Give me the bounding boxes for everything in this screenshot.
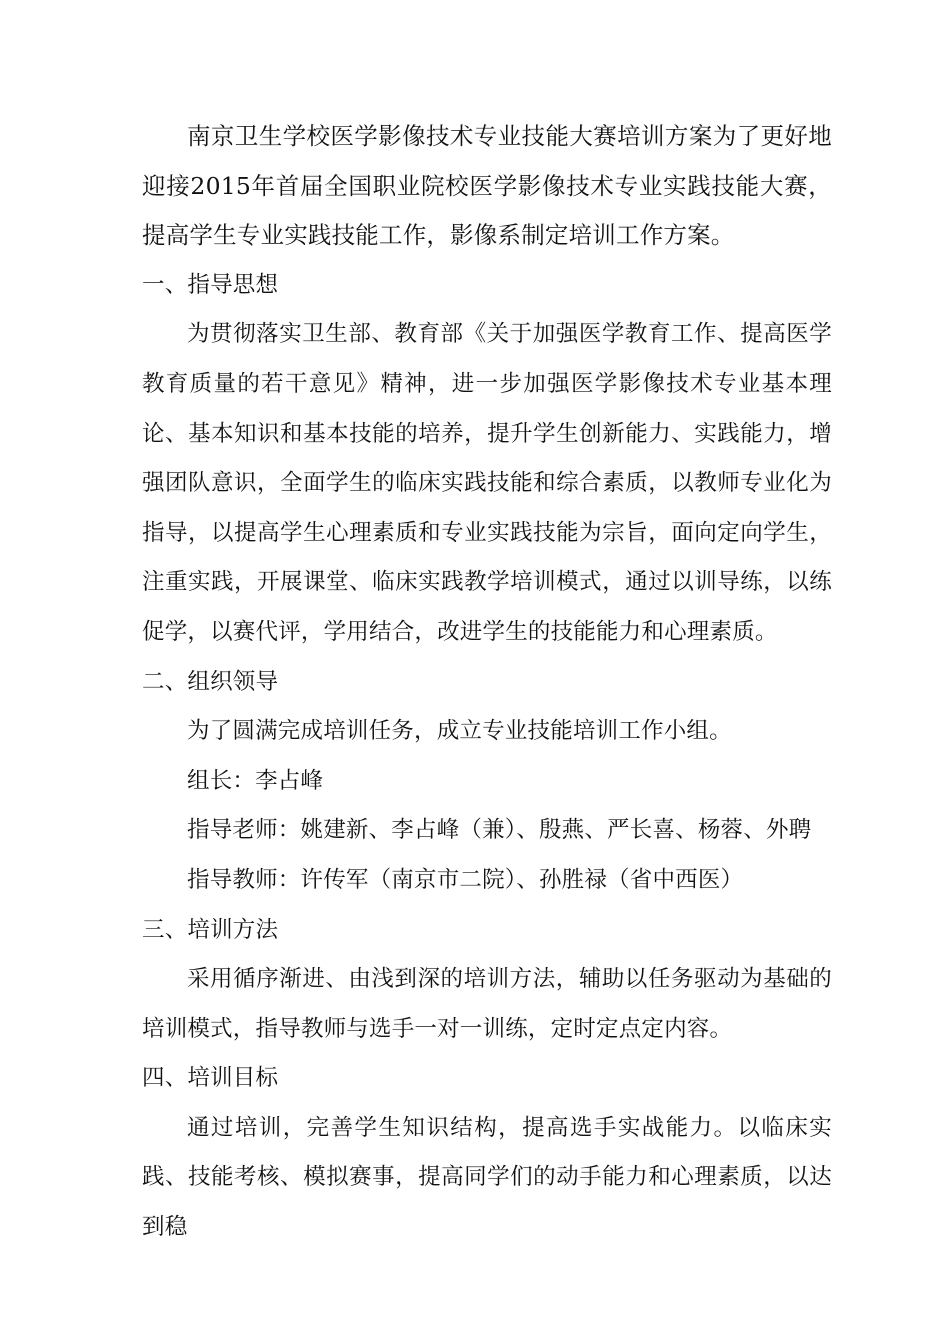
section-heading-2: 二、组织领导 bbox=[142, 668, 279, 695]
section-1-paragraph-1: 为贯彻落实卫生部、教育部《关于加强医学教育工作、提高医学教育质量的若干意见》精神，进一步加强医学影像技术专业基本理论、基本知识和基本技能的培养，提升学生创新能力、实践能力，增强团队意识，全面学生的临床实践技能和综合素质，以教师专业化为指导，以提高学生心理素质和专业实践技能为宗旨，面向定向学生，注重实践，开展课堂、临床实践教学培训模式，通过以训导练，以练促学，以赛代评，学用结合，改进学生的技能能力和心理素质。 bbox=[142, 321, 832, 645]
section-3-paragraph-1: 采用循序渐进、由浅到深的培训方法，辅助以任务驱动为基础的培训模式，指导教师与选手一对一训练，定时定点定内容。 bbox=[142, 966, 832, 1042]
section-2-leader-line: 组长：李占峰 bbox=[187, 767, 324, 794]
section-2-advisors-line: 指导老师：姚建新、李占峰（兼）、殷燕、严长喜、杨蓉、外聘 bbox=[187, 817, 812, 844]
section-heading-3: 三、培训方法 bbox=[142, 916, 279, 943]
section-2-paragraph-1: 为了圆满完成培训任务，成立专业技能培训工作小组。 bbox=[187, 718, 732, 745]
section-heading-1: 一、指导思想 bbox=[142, 271, 279, 298]
document-page bbox=[142, 112, 832, 1253]
section-heading-4: 四、培训目标 bbox=[142, 1065, 279, 1092]
intro-paragraph: 南京卫生学校医学影像技术专业技能大赛培训方案为了更好地迎接2015年首届全国职业院校医学影像技术专业实践技能大赛，提高学生专业实践技能工作，影像系制定培训工作方案。 bbox=[142, 122, 832, 250]
section-4-paragraph-1: 通过培训，完善学生知识结构，提高选手实战能力。以临床实践、技能考核、模拟赛事，提高同学们的动手能力和心理素质，以达到稳 bbox=[142, 1114, 832, 1241]
section-2-instructors-line: 指导教师：许传军（南京市二院）、孙胜禄（省中西医） bbox=[187, 866, 744, 893]
